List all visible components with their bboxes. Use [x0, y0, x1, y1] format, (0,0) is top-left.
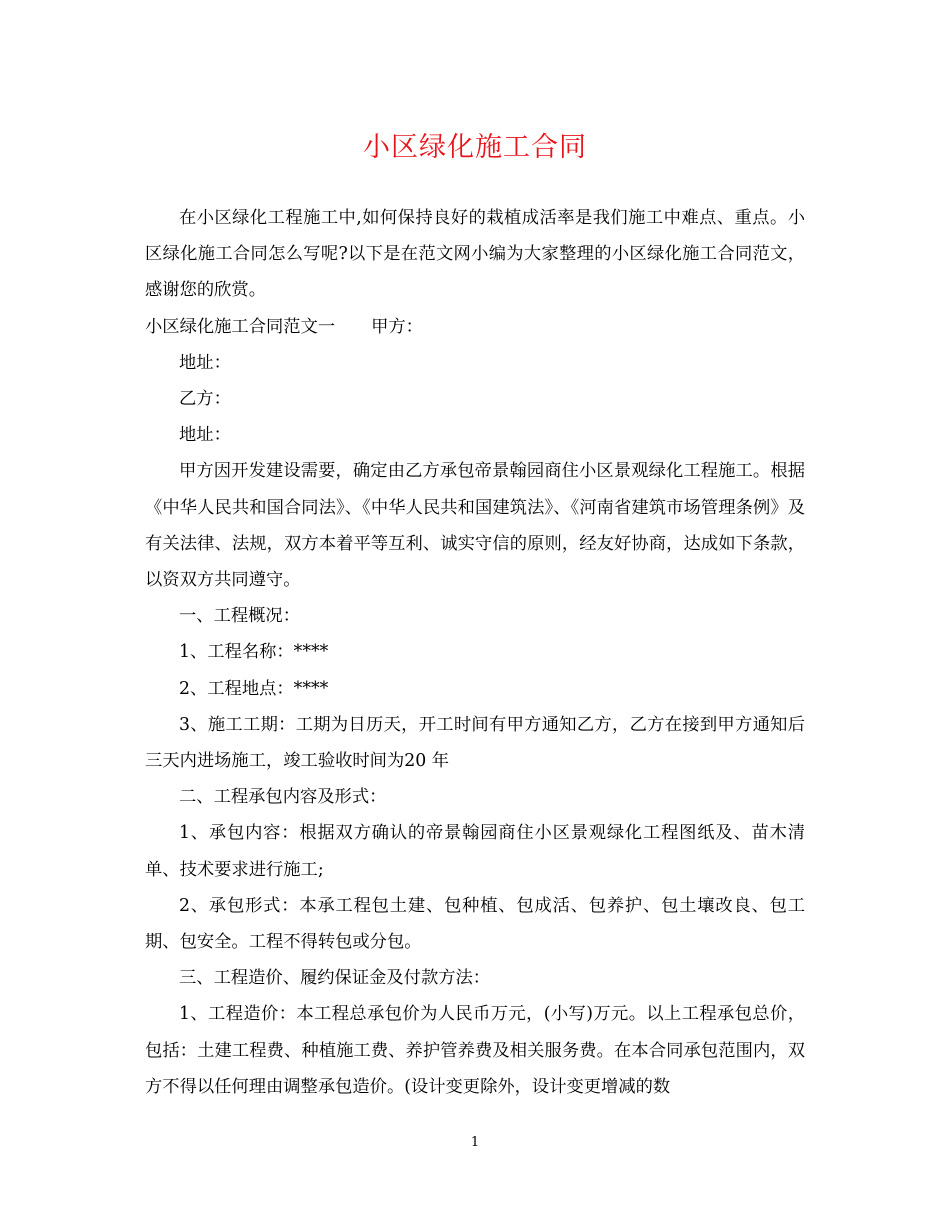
document-body — [145, 200, 805, 1105]
preamble-paragraph: 甲方因开发建设需要，确定由乙方承包帝景翰园商住小区景观绿化工程施工。根据《中华人民共和国合同法》、《中华人民共和国建筑法》、《河南省建筑市场管理条例》及有关法律、法规，双方本着平等互利、诚实守信的原则，经友好协商，达成如下条款，以资双方共同遵守。 — [145, 461, 805, 591]
sample-heading: 小区绿化施工合同范文一 — [145, 316, 336, 337]
section-2-heading: 二、工程承包内容及形式： — [179, 787, 387, 808]
project-location: 2、工程地点：**** — [179, 678, 329, 699]
project-name: 1、工程名称：**** — [179, 642, 329, 663]
party-b-address: 地址： — [179, 425, 231, 446]
contract-content: 1、承包内容：根据双方确认的帝景翰园商住小区景观绿化工程图纸及、苗木清单、技术要求进行施工; — [145, 823, 805, 880]
party-a-address: 地址： — [179, 352, 231, 373]
contract-form: 2、承包形式：本承工程包土建、包种植、包成活、包养护、包土壤改良、包工期、包安全。工程不得转包或分包。 — [145, 895, 805, 953]
section-3-heading: 三、工程造价、履约保证金及付款方法： — [179, 968, 491, 989]
intro-paragraph: 在小区绿化工程施工中,如何保持良好的栽植成活率是我们施工中难点、重点。小区绿化施工合同怎么写呢?以下是在范文网小编为大家整理的小区绿化施工合同范文，感谢您的欣赏。 — [145, 208, 805, 301]
page-number: 1 — [470, 1135, 480, 1150]
party-a-label: 甲方： — [371, 316, 423, 337]
project-cost: 1、工程造价：本工程总承包价为人民币万元，(小写)万元。以上工程承包总价，包括：土建工程费、种植施工费、养护管养费及相关服务费。在本合同承包范围内，双方不得以任何理由调整承包造价。(设计变更除外，设计变更增减的数 — [145, 1004, 805, 1097]
construction-period: 3、施工工期：工期为日历天，开工时间有甲方通知乙方，乙方在接到甲方通知后三天内进场施工，竣工验收时间为20 年 — [145, 714, 805, 772]
document-title: 小区绿化施工合同 — [363, 132, 587, 163]
section-heading-line — [145, 309, 805, 345]
party-b-label: 乙方： — [179, 389, 231, 410]
section-1-heading: 一、工程概况： — [179, 606, 300, 627]
